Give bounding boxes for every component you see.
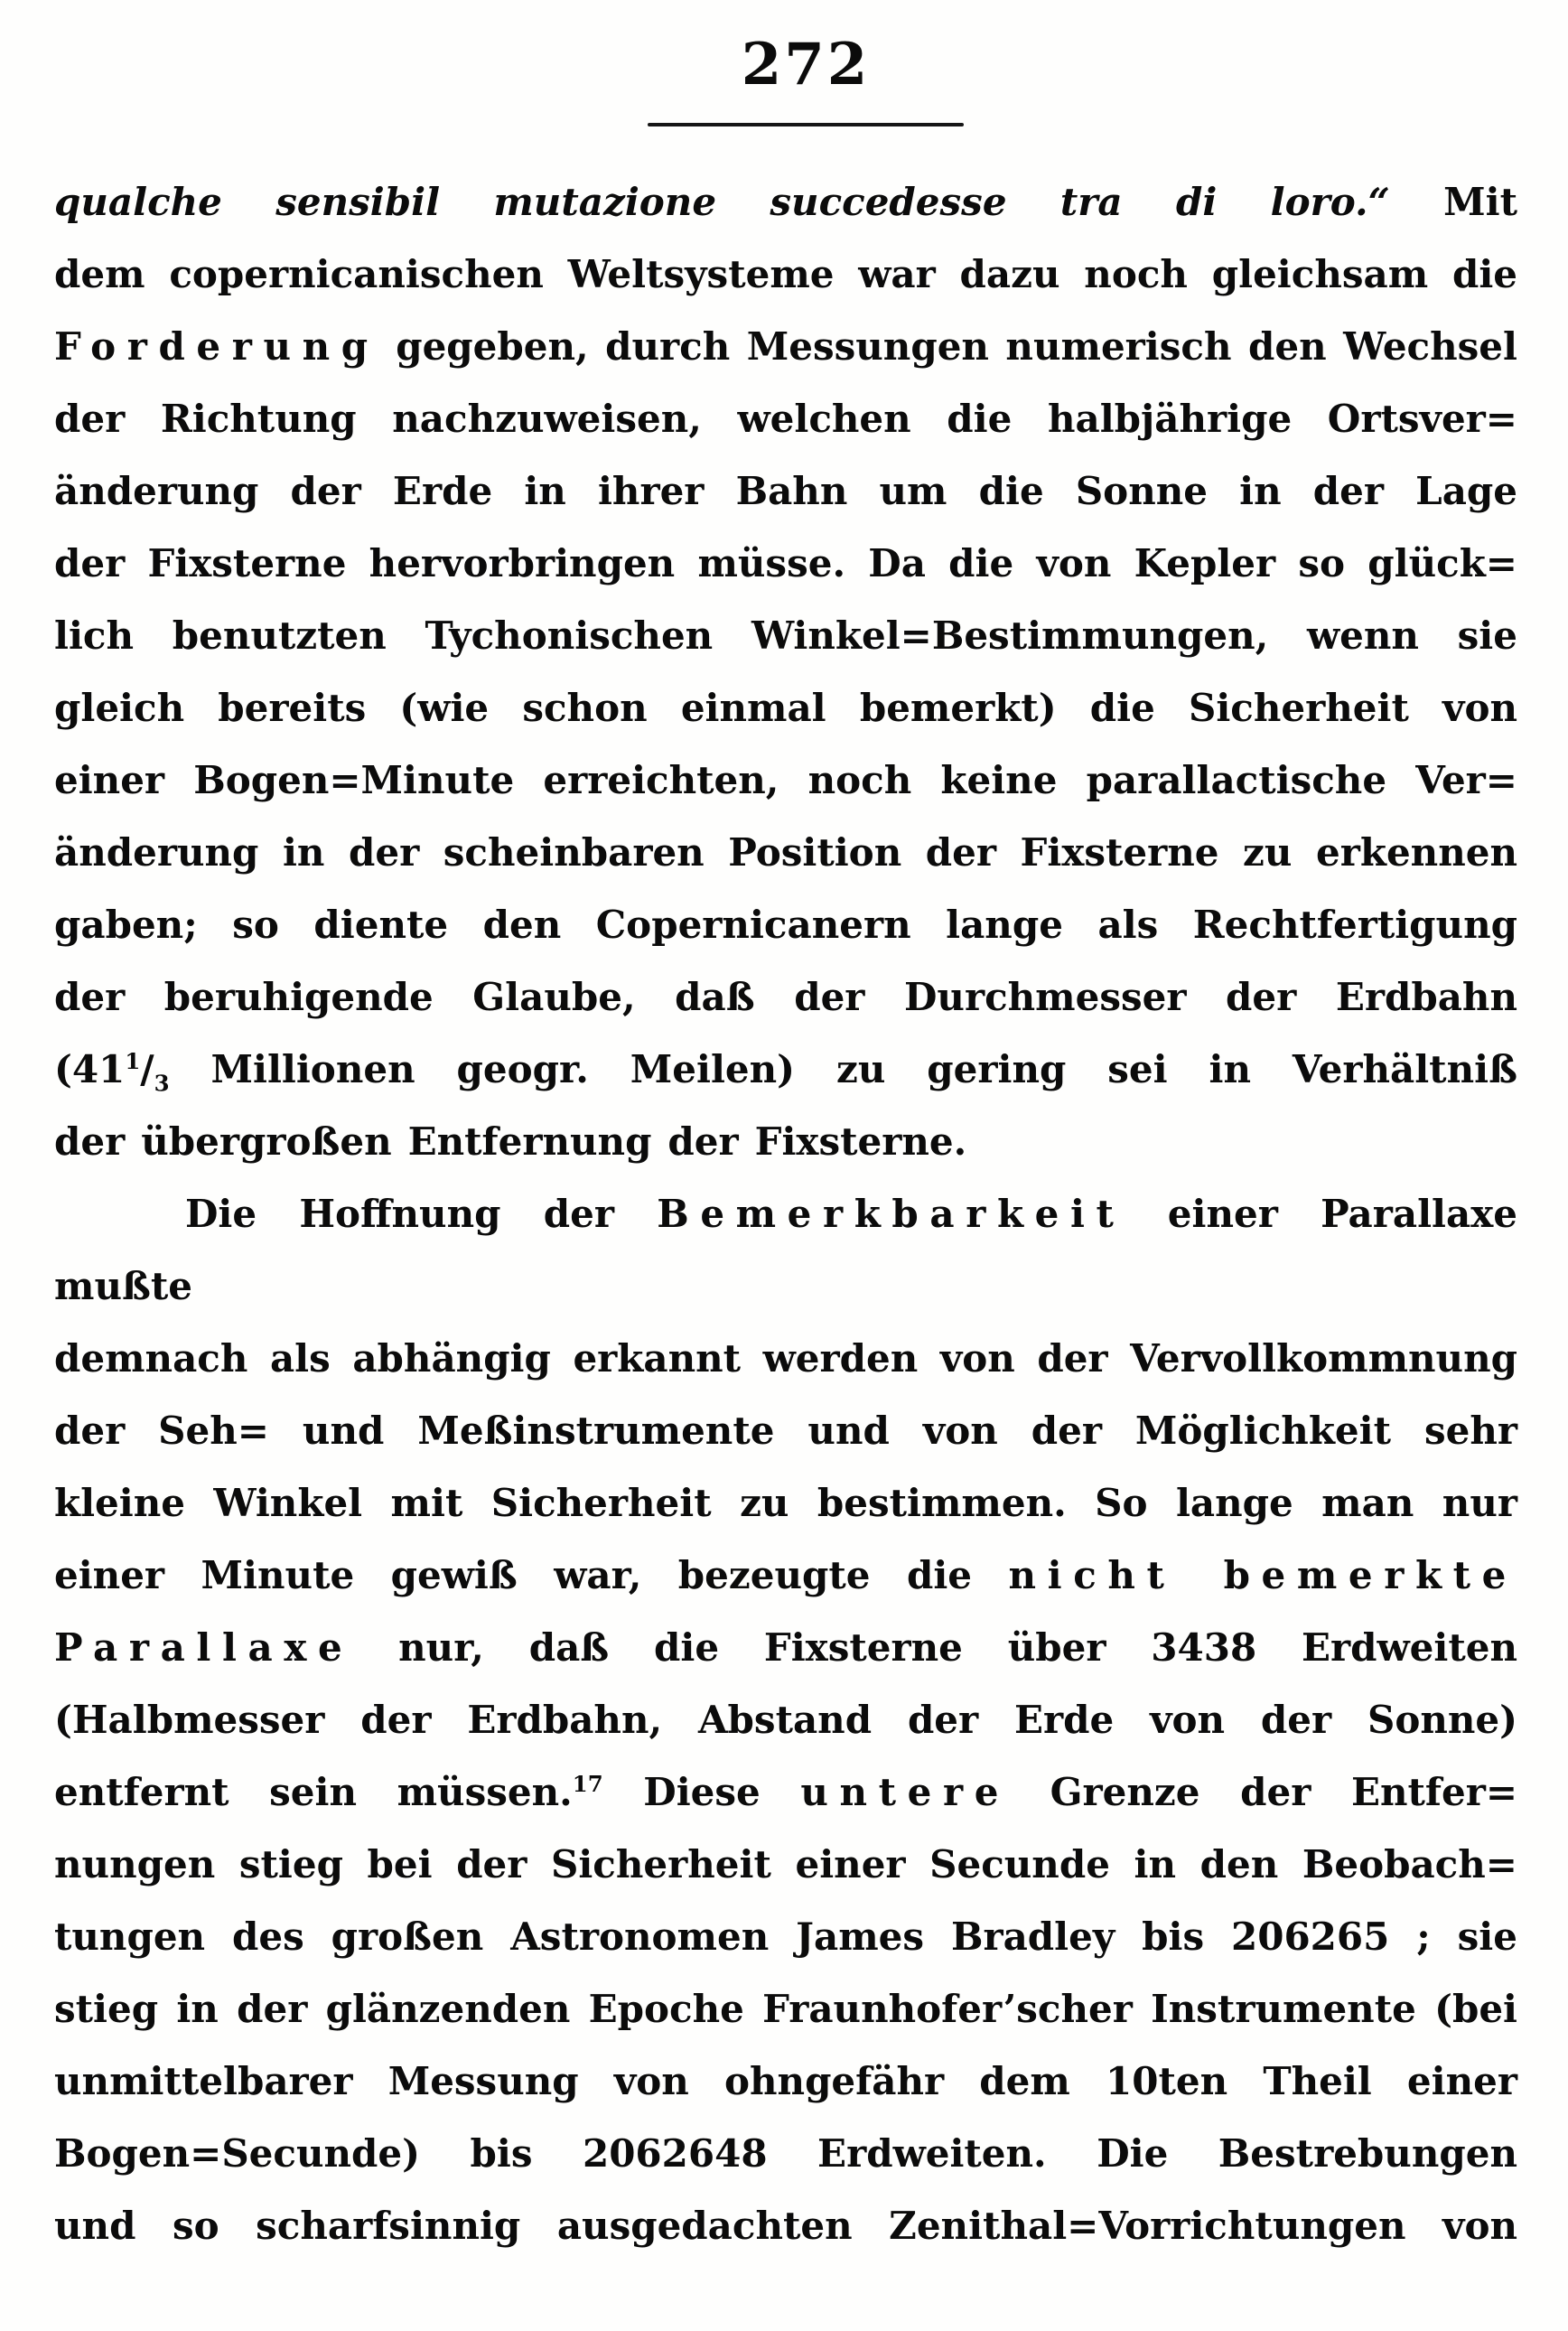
- text-line: [54, 1395, 1517, 1467]
- text-line: [54, 672, 1517, 744]
- text-run: nicht bemerkte: [1008, 1553, 1517, 1597]
- text-line: [54, 817, 1517, 889]
- header-rule-divider: [648, 123, 964, 126]
- text-run: änderung in der scheinbaren Position der Fixsterne zu erkennen: [54, 830, 1517, 875]
- text-run: dem copernicanischen Weltsysteme war dazu noch gleichsam die: [54, 252, 1517, 296]
- text-line: [54, 961, 1517, 1034]
- text-run: der Richtung nachzuweisen, welchen die halbjährige Ortsver=: [54, 397, 1517, 441]
- text-run: einer Minute gewiß war, bezeugte die: [54, 1553, 1009, 1597]
- text-run: nur, daß die Fixsterne über 3438 Erdweiten: [353, 1625, 1517, 1670]
- text-run: tungen des großen Astronomen James Bradley bis 206265 ; sie: [54, 1914, 1517, 1959]
- text-run: und so scharfsinnig ausgedachten Zenithal=Vorrichtungen von: [54, 2204, 1517, 2248]
- text-run: nungen stieg bei der Sicherheit einer Secunde in den Beobach=: [54, 1842, 1517, 1886]
- text-run: Forderung: [54, 324, 379, 369]
- text-line: [54, 1829, 1517, 1901]
- text-run: Die Hoffnung der: [185, 1192, 658, 1236]
- text-run: einer Bogen=Minute erreichten, noch keine parallactische Ver=: [54, 758, 1517, 802]
- text-run: Bemerkbarkeit: [657, 1192, 1125, 1236]
- text-line: [54, 239, 1517, 311]
- text-run: qualche sensibil mutazione succedesse tra di loro.“: [54, 180, 1390, 224]
- text-run: Diese: [602, 1770, 801, 1814]
- page-number: 272: [741, 31, 871, 98]
- text-run: gaben; so diente den Copernicanern lange als Rechtfertigung: [54, 903, 1517, 947]
- text-run: /: [140, 1047, 154, 1091]
- text-run: Bogen=Secunde) bis 2062648 Erdweiten. Die Bestrebungen: [54, 2131, 1517, 2176]
- text-line: [54, 1973, 1517, 2045]
- text-line: [54, 455, 1517, 528]
- text-line: [54, 1684, 1517, 1756]
- text-line: [54, 1901, 1517, 1973]
- text-run: der Fixsterne hervorbringen müsse. Da die von Kepler so glück=: [54, 541, 1517, 585]
- text-run: unmittelbarer Messung von ohngefähr dem 10ten Theil einer: [54, 2059, 1517, 2103]
- text-run: demnach als abhängig erkannt werden von der Vervollkommnung: [54, 1336, 1517, 1381]
- text-line: [54, 1034, 1517, 1106]
- text-run: änderung der Erde in ihrer Bahn um die Sonne in der Lage: [54, 469, 1517, 513]
- text-run: gegeben, durch Messungen numerisch den Wechsel: [378, 324, 1517, 369]
- text-run: Mit: [1389, 180, 1517, 224]
- text-line: [54, 166, 1517, 239]
- text-line: [54, 889, 1517, 961]
- text-run: (41: [54, 1047, 126, 1091]
- text-line: [54, 2190, 1517, 2262]
- text-run: entfernt sein müssen.: [54, 1770, 573, 1814]
- text-line: [54, 744, 1517, 817]
- text-line: [54, 1612, 1517, 1684]
- body-text: [54, 166, 1517, 2262]
- text-run: kleine Winkel mit Sicherheit zu bestimmen. So lange man nur: [54, 1481, 1517, 1525]
- text-line: [54, 2045, 1517, 2118]
- text-line: [54, 1540, 1517, 1612]
- text-line: [54, 1178, 1517, 1323]
- text-line: [54, 383, 1517, 455]
- footnote-marker: 1: [125, 1048, 141, 1074]
- text-run: untere: [800, 1770, 1011, 1814]
- text-run: der übergroßen Entfernung der Fixsterne.: [54, 1119, 967, 1164]
- text-run: Millionen geogr. Meilen) zu gering sei in Verhältniß: [169, 1047, 1517, 1091]
- text-line: [54, 2118, 1517, 2190]
- text-line: [54, 311, 1517, 383]
- text-line: [54, 528, 1517, 600]
- text-run: Grenze der Entfer=: [1010, 1770, 1518, 1814]
- text-run: einer Parallaxe mußte: [54, 1192, 1517, 1308]
- footnote-marker: 17: [572, 1771, 603, 1797]
- text-run: der Seh= und Meßinstrumente und von der Möglichkeit sehr: [54, 1409, 1517, 1453]
- text-line: [54, 1323, 1517, 1395]
- page-header: [22, 0, 1568, 126]
- text-run: lich benutzten Tychonischen Winkel=Bestimmungen, wenn sie: [54, 613, 1517, 658]
- text-line: [54, 1467, 1517, 1540]
- text-line: [54, 1106, 1517, 1178]
- text-run: der beruhigende Glaube, daß der Durchmesser der Erdbahn: [54, 975, 1517, 1019]
- text-run: (Halbmesser der Erdbahn, Abstand der Erde von der Sonne): [54, 1698, 1517, 1742]
- text-run: gleich bereits (wie schon einmal bemerkt) die Sicherheit von: [54, 686, 1517, 730]
- text-line: [54, 600, 1517, 672]
- text-run: stieg in der glänzenden Epoche Fraunhofer’scher Instrumente (bei: [54, 1987, 1517, 2031]
- text-run: 3: [154, 1070, 170, 1097]
- text-line: [54, 1756, 1517, 1829]
- text-run: Parallaxe: [54, 1625, 354, 1670]
